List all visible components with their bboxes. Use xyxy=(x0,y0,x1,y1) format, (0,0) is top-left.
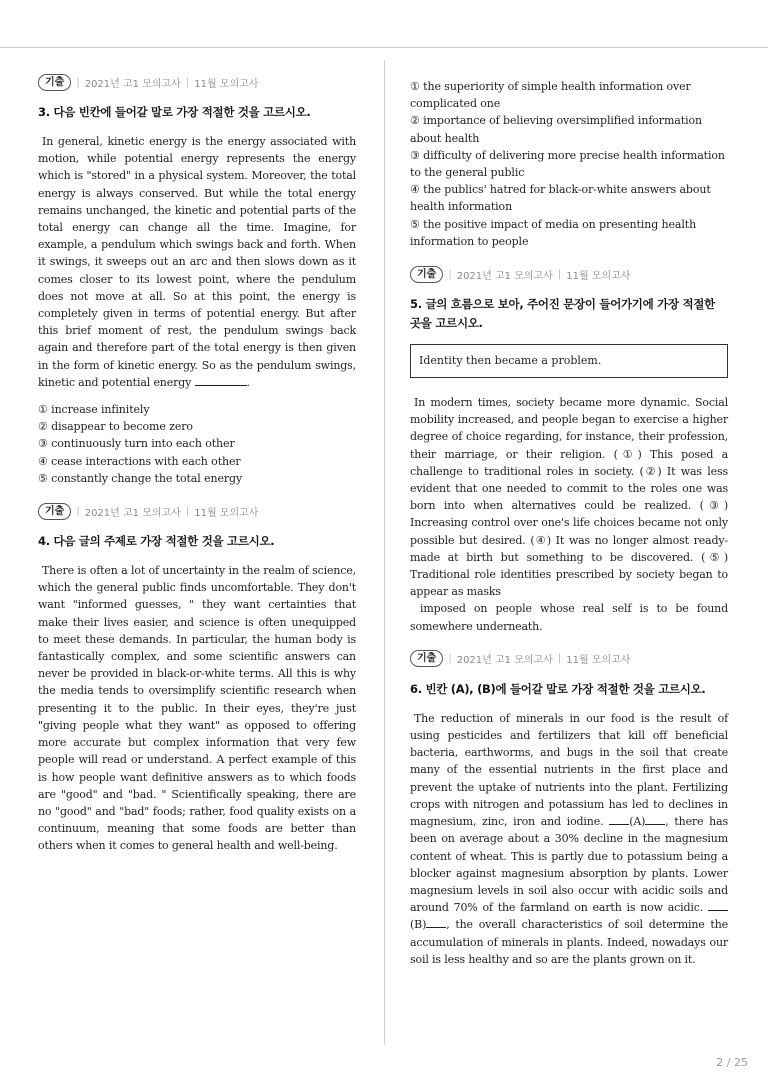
question-6 xyxy=(410,649,728,968)
choice-3[interactable]: ③ difficulty of delivering more precise health information to the general public xyxy=(410,148,725,180)
choice-1[interactable]: ① increase infinitely xyxy=(38,403,150,417)
exam-badge: 기출 xyxy=(38,503,71,520)
exam-month: 11월 모의고사 xyxy=(566,655,631,667)
exam-year: 2021년 고1 모의고사 xyxy=(84,507,181,519)
right-column xyxy=(410,72,728,968)
exam-badge: 기출 xyxy=(410,266,443,283)
page-number: 2 / 25 xyxy=(716,1056,748,1069)
blank-b-label: (B) xyxy=(410,918,427,932)
choice-5[interactable]: ⑤ constantly change the total energy xyxy=(38,471,243,485)
exam-month: 11월 모의고사 xyxy=(194,507,259,519)
spacer xyxy=(410,250,728,264)
blank-a-label: (A) xyxy=(629,815,646,829)
question-passage: In modern times, society became more dynamic. Social mobility increased, and people began to exercise a higher degree of choice regarding, for instance, their profession, their marriage, or their religion. (①) This posed a challenge to traditional roles in society. (②) It was less evident that one needed to commit to the roles one was born into when alternatives could be realized. (③) Increasing control over one's life choices became not only possible but desired. (④) It was no longer almost ready-made at birth but something to be discovered. (⑤) Traditional role identities prescribed by society began to appear as masks xyxy=(410,396,728,599)
question-meta xyxy=(410,649,728,669)
exam-badge: 기출 xyxy=(38,74,71,91)
question-title: 4. 다음 글의 주제로 가장 적절한 것을 고르시오. xyxy=(38,534,275,549)
column-divider xyxy=(384,60,385,1045)
exam-badge: 기출 xyxy=(410,650,443,667)
given-sentence-box: Identity then became a problem. xyxy=(410,344,728,378)
answer-choices xyxy=(38,401,356,487)
question-title: 5. 글의 흐름으로 보아, 주어진 문장이 들어가기에 가장 적절한 곳을 고르시오. xyxy=(410,297,715,331)
question-title: 6. 빈칸 (A), (B)에 들어갈 말로 가장 적절한 것을 고르시오. xyxy=(410,681,706,696)
meta-separator: | xyxy=(76,76,80,88)
meta-separator: | xyxy=(76,505,80,517)
exam-month: 11월 모의고사 xyxy=(566,270,631,282)
question-passage xyxy=(410,710,728,968)
exam-year: 2021년 고1 모의고사 xyxy=(456,270,553,282)
question-5 xyxy=(410,264,728,635)
passage-part-a: The reduction of minerals in our food is the result of using pesticides and fertilizers that kill off beneficial bacteria, earthworms, and bugs in the soil that create many of the essential nutrients in the first place and prevent the uptake of nutrients into the plant. Fertilizing crops with nitrogen and potassium has led to declines in magnesium, zinc, iron and iodine. xyxy=(410,711,728,829)
question-passage: There is often a lot of uncertainty in the realm of science, which the general public finds uncomfortable. They don't want "informed guesses, " they want certainties that make their lives easier, and science is often unequipped to meet these demands. In particular, the human body is fantastically complex, and some scientific answers can never be provided in black-or-white terms. All this is why the media tends to oversimplify scientific research when presenting it to the public. In their eyes, they're just "giving people what they want" as opposed to offering more accurate but complex information that very few people will read or understand. A perfect example of this is how people want definitive answers as to which foods are "good" and "bad. " Scientifically speaking, there are no "good" and "bad" foods; rather, food quality exists on a continuum, meaning that some foods are better than others when it comes to general health and well-being. xyxy=(38,564,356,853)
meta-separator: | xyxy=(448,653,452,665)
passage-text: In general, kinetic energy is the energy associated with motion, while potential energy represents the energy which is "stored" in a physical system. Moreover, the total energy is always conserved. But while the total energy remains unchanged, the kinetic and potential parts of the total energy can change all the time. Imagine, for example, a pendulum which swings back and forth. When it swings, it sweeps out an arc and then slows down as it comes closer to its lowest point, where the pendulum does not move at all. So at this point, the energy is completely given in terms of potential energy. But after this brief moment of rest, the pendulum swings back again and therefore part of the total energy is then given in the form of kinetic energy. So as the pendulum swings, kinetic and potential energy xyxy=(38,135,356,389)
choice-1[interactable]: ① the superiority of simple health information over complicated one xyxy=(410,80,691,111)
blank-line xyxy=(426,917,446,928)
question-meta xyxy=(38,72,356,92)
exam-year: 2021년 고1 모의고사 xyxy=(84,78,181,90)
blank-line xyxy=(609,814,629,825)
meta-separator: | xyxy=(448,268,452,280)
choice-4[interactable]: ④ the publics' hatred for black-or-white answers about health information xyxy=(410,183,711,214)
choice-5[interactable]: ⑤ the positive impact of media on presenting health information to people xyxy=(410,217,697,248)
exam-year: 2021년 고1 모의고사 xyxy=(456,655,553,667)
meta-separator: | xyxy=(557,653,562,665)
meta-separator: | xyxy=(185,505,190,517)
blank-line xyxy=(645,814,665,825)
spacer xyxy=(410,635,728,649)
exam-month: 11월 모의고사 xyxy=(194,78,259,90)
question-passage xyxy=(38,133,356,391)
left-column xyxy=(38,72,356,855)
choice-2[interactable]: ② disappear to become zero xyxy=(38,420,193,434)
question-meta xyxy=(410,264,728,284)
answer-choices-q4 xyxy=(410,78,728,250)
choice-3[interactable]: ③ continuously turn into each other xyxy=(38,437,235,451)
spacer xyxy=(38,487,356,501)
passage-end: . xyxy=(246,375,250,389)
choice-2[interactable]: ② importance of believing oversimplified information about health xyxy=(410,114,703,145)
question-title: 3. 다음 빈칸에 들어갈 말로 가장 적절한 것을 고르시오. xyxy=(38,105,311,119)
header-divider xyxy=(0,47,768,48)
meta-separator: | xyxy=(557,268,562,280)
blank-line xyxy=(708,900,728,911)
choice-4[interactable]: ④ cease interactions with each other xyxy=(38,454,241,468)
question-meta xyxy=(38,501,356,521)
meta-separator: | xyxy=(185,76,190,88)
question-3 xyxy=(38,72,356,487)
passage-part-c: , the overall characteristics of soil determine the accumulation of minerals in plants. Indeed, nowadays our soil is less healthy and so are the plants grown on it. xyxy=(410,918,728,966)
passage-part-b: , there has been on average about a 30% decline in the magnesium content of wheat. This is partly due to potassium being a blocker against magnesium absorption by plants. Lower magnesium levels in soil also occur with acidic soils and around 70% of the farmland on earth is now acidic. xyxy=(410,815,728,915)
question-passage-continued: imposed on people whose real self is to be found somewhere underneath. xyxy=(410,602,728,633)
answer-blank xyxy=(195,375,247,386)
question-4 xyxy=(38,501,356,854)
